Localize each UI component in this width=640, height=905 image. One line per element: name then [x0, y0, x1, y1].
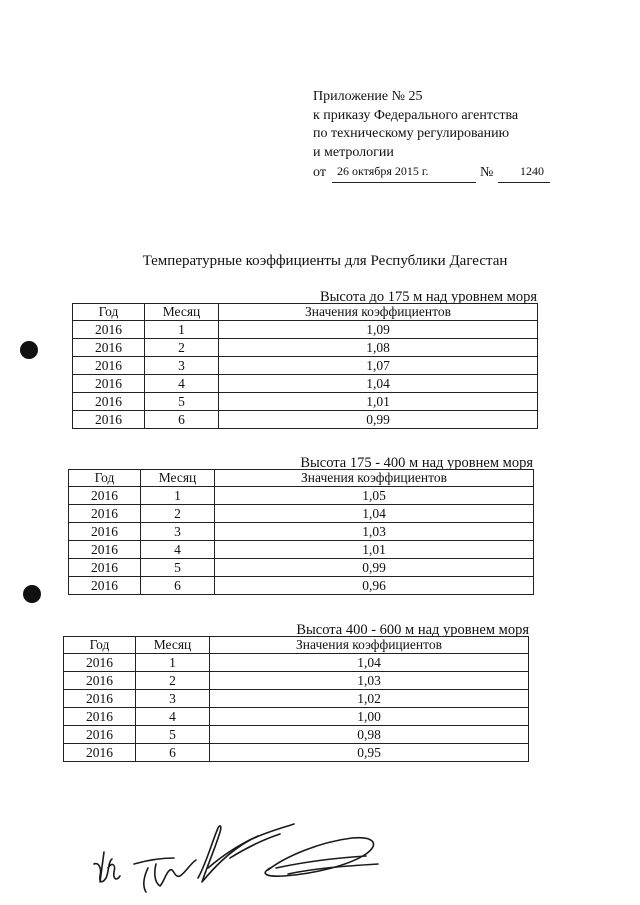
from-label: от	[313, 164, 326, 180]
cell-coefficient: 0,95	[210, 744, 529, 762]
cell-year: 2016	[69, 487, 141, 505]
date-underline	[332, 182, 476, 183]
cell-coefficient: 1,03	[210, 672, 529, 690]
cell-year: 2016	[64, 744, 136, 762]
cell-coefficient: 1,09	[219, 321, 538, 339]
number-underline	[498, 182, 550, 183]
cell-coefficient: 0,99	[219, 411, 538, 429]
cell-year: 2016	[73, 411, 145, 429]
cell-month: 4	[141, 541, 215, 559]
column-header-year: Год	[73, 304, 145, 321]
header-line-1: к приказу Федерального агентства	[313, 107, 519, 123]
cell-coefficient: 1,07	[219, 357, 538, 375]
document-title: Температурные коэффициенты для Республики Дагестан	[142, 253, 508, 269]
table-row	[64, 726, 529, 744]
cell-year: 2016	[73, 357, 145, 375]
cell-year: 2016	[64, 726, 136, 744]
cell-year: 2016	[69, 559, 141, 577]
table-row	[69, 523, 534, 541]
cell-year: 2016	[69, 505, 141, 523]
cell-year: 2016	[69, 523, 141, 541]
column-header-coefficient: Значения коэффициентов	[219, 304, 538, 321]
cell-coefficient: 0,96	[215, 577, 534, 595]
cell-year: 2016	[64, 654, 136, 672]
cell-month: 2	[136, 672, 210, 690]
cell-coefficient: 1,00	[210, 708, 529, 726]
document-header	[313, 88, 553, 185]
table-row	[64, 708, 529, 726]
cell-month: 5	[136, 726, 210, 744]
table-1-caption: Высота до 175 м над уровнем моря	[319, 289, 537, 305]
cell-coefficient: 1,05	[215, 487, 534, 505]
cell-coefficient: 1,04	[219, 375, 538, 393]
table-row	[64, 672, 529, 690]
order-date: 26 октября 2015 г.	[337, 163, 429, 178]
table-row	[69, 577, 534, 595]
cell-year: 2016	[73, 393, 145, 411]
header-line-2: по техническому регулированию	[313, 126, 510, 141]
cell-coefficient: 1,08	[219, 339, 538, 357]
punch-hole	[23, 585, 41, 603]
cell-month: 6	[141, 577, 215, 595]
cell-month: 5	[141, 559, 215, 577]
table-row	[73, 411, 538, 429]
cell-month: 2	[145, 339, 219, 357]
handwritten-signature	[90, 812, 390, 897]
cell-month: 3	[141, 523, 215, 541]
header-line-3: и метрологии	[313, 144, 394, 160]
table-row	[69, 505, 534, 523]
table-row	[73, 375, 538, 393]
table-header-row	[64, 637, 529, 654]
table-header-row	[73, 304, 538, 321]
appendix-number: Приложение № 25	[313, 89, 423, 104]
coefficients-table-2	[68, 469, 534, 595]
cell-year: 2016	[69, 541, 141, 559]
number-label: №	[480, 164, 494, 180]
column-header-year: Год	[69, 470, 141, 487]
column-header-month: Месяц	[145, 304, 219, 321]
cell-year: 2016	[73, 375, 145, 393]
punch-hole	[20, 341, 38, 359]
table-row	[69, 541, 534, 559]
table-header-row	[69, 470, 534, 487]
cell-coefficient: 1,02	[210, 690, 529, 708]
cell-year: 2016	[69, 577, 141, 595]
cell-month: 1	[141, 487, 215, 505]
column-header-year: Год	[64, 637, 136, 654]
coefficients-table-1	[72, 303, 538, 429]
cell-month: 5	[145, 393, 219, 411]
order-date-number-row	[313, 163, 553, 185]
table-row	[73, 321, 538, 339]
table-row	[64, 654, 529, 672]
column-header-month: Месяц	[136, 637, 210, 654]
table-row	[73, 357, 538, 375]
cell-year: 2016	[73, 339, 145, 357]
cell-year: 2016	[64, 690, 136, 708]
cell-coefficient: 1,04	[215, 505, 534, 523]
column-header-coefficient: Значения коэффициентов	[215, 470, 534, 487]
cell-month: 4	[136, 708, 210, 726]
cell-month: 1	[136, 654, 210, 672]
cell-month: 4	[145, 375, 219, 393]
cell-year: 2016	[64, 672, 136, 690]
column-header-coefficient: Значения коэффициентов	[210, 637, 529, 654]
column-header-month: Месяц	[141, 470, 215, 487]
cell-month: 1	[145, 321, 219, 339]
cell-year: 2016	[64, 708, 136, 726]
cell-coefficient: 1,01	[215, 541, 534, 559]
cell-month: 3	[136, 690, 210, 708]
table-row	[73, 393, 538, 411]
cell-coefficient: 1,01	[219, 393, 538, 411]
cell-month: 6	[145, 411, 219, 429]
order-number: 1240	[520, 163, 544, 178]
cell-month: 2	[141, 505, 215, 523]
coefficients-table-3	[63, 636, 529, 762]
table-row	[64, 744, 529, 762]
cell-month: 3	[145, 357, 219, 375]
cell-coefficient: 1,04	[210, 654, 529, 672]
cell-year: 2016	[73, 321, 145, 339]
cell-coefficient: 1,03	[215, 523, 534, 541]
cell-month: 6	[136, 744, 210, 762]
table-row	[69, 487, 534, 505]
table-row	[64, 690, 529, 708]
table-3-caption: Высота 400 - 600 м над уровнем моря	[296, 622, 529, 638]
table-row	[73, 339, 538, 357]
cell-coefficient: 0,98	[210, 726, 529, 744]
table-2-caption: Высота 175 - 400 м над уровнем моря	[300, 455, 533, 471]
table-row	[69, 559, 534, 577]
cell-coefficient: 0,99	[215, 559, 534, 577]
